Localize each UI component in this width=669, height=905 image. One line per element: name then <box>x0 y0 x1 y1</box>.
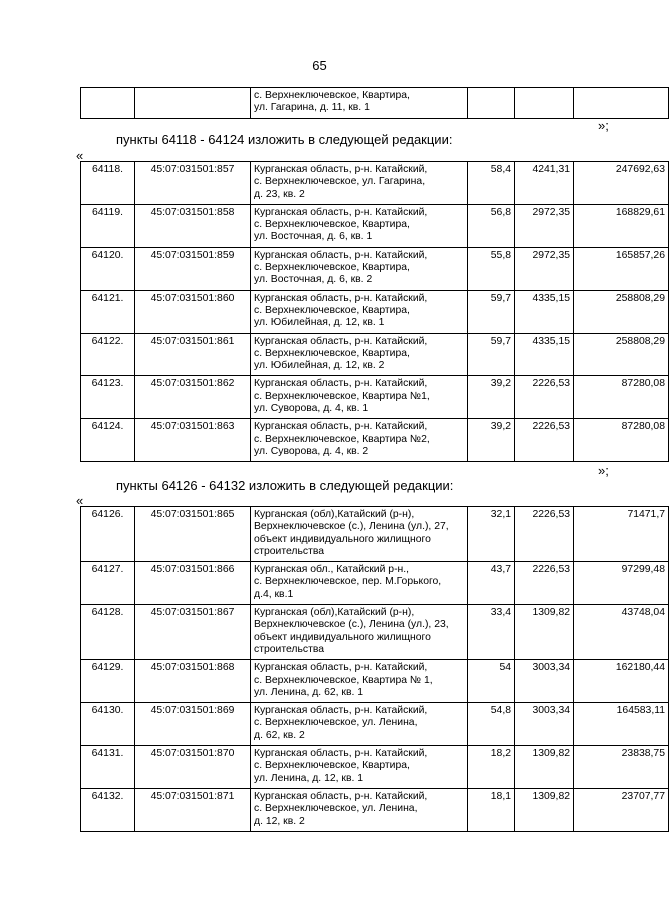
table-row <box>81 333 669 376</box>
item-number-cell: 64119. <box>81 204 135 247</box>
closing-quote: »; <box>598 118 609 133</box>
unit-price-cell: 2972,35 <box>515 247 574 290</box>
cadastral-number-cell: 45:07:031501:870 <box>135 746 251 789</box>
address-cell: Курганская (обл),Катайский (р-н), Верхнеключевское (с.), Ленина (ул.), 27, объект индивидуального жилищного строительства <box>251 507 468 562</box>
cadastral-number-cell: 45:07:031501:866 <box>135 562 251 605</box>
area-cell: 59,7 <box>468 333 515 376</box>
table-row <box>81 290 669 333</box>
cadastral-number-cell: 45:07:031501:871 <box>135 788 251 831</box>
address-cell: Курганская область, р-н. Катайский, с. Верхнеключевское, Квартира №1, ул. Суворова, д. 4, кв. 1 <box>251 376 468 419</box>
area-cell: 18,2 <box>468 746 515 789</box>
total-value-cell: 168829,61 <box>574 204 669 247</box>
total-value-cell: 162180,44 <box>574 660 669 703</box>
address-cell: Курганская (обл),Катайский (р-н), Верхнеключевское (с.), Ленина (ул.), 23, объект индивидуального жилищного строительства <box>251 605 468 660</box>
area-cell: 39,2 <box>468 376 515 419</box>
total-value-cell: 258808,29 <box>574 290 669 333</box>
total-value-cell: 164583,11 <box>574 703 669 746</box>
address-cell: Курганская область, р-н. Катайский, с. Верхнеключевское, ул. Ленина, д. 62, кв. 2 <box>251 703 468 746</box>
item-number-cell: 64122. <box>81 333 135 376</box>
total-value-cell: 71471,7 <box>574 507 669 562</box>
total-value-cell: 23707,77 <box>574 788 669 831</box>
cadastral-number-cell: 45:07:031501:869 <box>135 703 251 746</box>
unit-price-cell: 3003,34 <box>515 660 574 703</box>
total-value-cell: 87280,08 <box>574 376 669 419</box>
unit-price-cell: 2226,53 <box>515 507 574 562</box>
area-cell: 32,1 <box>468 507 515 562</box>
table-row <box>81 562 669 605</box>
table-row <box>81 247 669 290</box>
items-table-body <box>81 162 669 462</box>
item-number-cell: 64132. <box>81 788 135 831</box>
address-cell: с. Верхнеключевское, Квартира, ул. Гагарина, д. 11, кв. 1 <box>251 88 468 119</box>
total-value-cell: 23838,75 <box>574 746 669 789</box>
area-cell: 58,4 <box>468 162 515 205</box>
table-row <box>81 746 669 789</box>
table-row <box>81 88 669 119</box>
unit-price-cell <box>515 88 574 119</box>
top-table-body <box>81 88 669 119</box>
cadastral-number-cell: 45:07:031501:860 <box>135 290 251 333</box>
cadastral-number-cell: 45:07:031501:863 <box>135 419 251 462</box>
cadastral-number-cell: 45:07:031501:861 <box>135 333 251 376</box>
cadastral-number-cell: 45:07:031501:859 <box>135 247 251 290</box>
total-value-cell: 87280,08 <box>574 419 669 462</box>
item-number-cell: 64118. <box>81 162 135 205</box>
area-cell: 33,4 <box>468 605 515 660</box>
item-number-cell: 64124. <box>81 419 135 462</box>
item-number-cell: 64128. <box>81 605 135 660</box>
cadastral-number-cell: 45:07:031501:865 <box>135 507 251 562</box>
total-value-cell: 247692,63 <box>574 162 669 205</box>
item-number-cell: 64129. <box>81 660 135 703</box>
item-number-cell: 64130. <box>81 703 135 746</box>
address-cell: Курганская область, р-н. Катайский, с. Верхнеключевское, Квартира, ул. Восточная, д. 6, кв. 1 <box>251 204 468 247</box>
opening-quote: « <box>76 148 84 163</box>
unit-price-cell: 1309,82 <box>515 605 574 660</box>
page-number: 65 <box>312 58 327 73</box>
unit-price-cell: 4241,31 <box>515 162 574 205</box>
address-cell: Курганская область, р-н. Катайский, с. Верхнеключевское, ул. Гагарина, д. 23, кв. 2 <box>251 162 468 205</box>
area-cell <box>468 88 515 119</box>
item-number-cell: 64127. <box>81 562 135 605</box>
cadastral-number-cell: 45:07:031501:857 <box>135 162 251 205</box>
unit-price-cell: 4335,15 <box>515 333 574 376</box>
table-row <box>81 660 669 703</box>
table-row <box>81 507 669 562</box>
table-row <box>81 788 669 831</box>
section-heading: пункты 64126 - 64132 изложить в следующей редакции: <box>116 478 454 493</box>
items-table <box>80 161 669 462</box>
unit-price-cell: 1309,82 <box>515 788 574 831</box>
item-number-cell: 64123. <box>81 376 135 419</box>
address-cell: Курганская область, р-н. Катайский, с. Верхнеключевское, Квартира № 1, ул. Ленина, д. 62, кв. 1 <box>251 660 468 703</box>
unit-price-cell: 2226,53 <box>515 376 574 419</box>
total-value-cell: 165857,26 <box>574 247 669 290</box>
cadastral-number-cell: 45:07:031501:858 <box>135 204 251 247</box>
area-cell: 54 <box>468 660 515 703</box>
total-value-cell <box>574 88 669 119</box>
table-row <box>81 605 669 660</box>
item-number-cell <box>81 88 135 119</box>
unit-price-cell: 2226,53 <box>515 419 574 462</box>
total-value-cell: 43748,04 <box>574 605 669 660</box>
unit-price-cell: 2226,53 <box>515 562 574 605</box>
item-number-cell: 64121. <box>81 290 135 333</box>
area-cell: 43,7 <box>468 562 515 605</box>
item-number-cell: 64126. <box>81 507 135 562</box>
address-cell: Курганская область, р-н. Катайский, с. Верхнеключевское, Квартира, ул. Юбилейная, д. 12, кв. 1 <box>251 290 468 333</box>
items-table-body <box>81 507 669 832</box>
address-cell: Курганская область, р-н. Катайский, с. Верхнеключевское, Квартира, ул. Ленина, д. 12, кв. 1 <box>251 746 468 789</box>
area-cell: 55,8 <box>468 247 515 290</box>
table-row <box>81 376 669 419</box>
address-cell: Курганская область, р-н. Катайский, с. Верхнеключевское, Квартира, ул. Юбилейная, д. 12, кв. 2 <box>251 333 468 376</box>
unit-price-cell: 1309,82 <box>515 746 574 789</box>
address-cell: Курганская область, р-н. Катайский, с. Верхнеключевское, Квартира, ул. Восточная, д. 6, кв. 2 <box>251 247 468 290</box>
total-value-cell: 258808,29 <box>574 333 669 376</box>
section-heading: пункты 64118 - 64124 изложить в следующей редакции: <box>116 132 453 147</box>
cadastral-number-cell: 45:07:031501:867 <box>135 605 251 660</box>
unit-price-cell: 4335,15 <box>515 290 574 333</box>
table-row <box>81 162 669 205</box>
table-row <box>81 204 669 247</box>
address-cell: Курганская область, р-н. Катайский, с. Верхнеключевское, Квартира №2, ул. Суворова, д. 4, кв. 2 <box>251 419 468 462</box>
area-cell: 54,8 <box>468 703 515 746</box>
top-table <box>80 87 669 119</box>
total-value-cell: 97299,48 <box>574 562 669 605</box>
address-cell: Курганская обл., Катайский р-н., с. Верхнеключевское, пер. М.Горького, д.4, кв.1 <box>251 562 468 605</box>
closing-quote: »; <box>598 463 609 478</box>
address-cell: Курганская область, р-н. Катайский, с. Верхнеключевское, ул. Ленина, д. 12, кв. 2 <box>251 788 468 831</box>
area-cell: 56,8 <box>468 204 515 247</box>
area-cell: 59,7 <box>468 290 515 333</box>
table-row <box>81 419 669 462</box>
unit-price-cell: 2972,35 <box>515 204 574 247</box>
unit-price-cell: 3003,34 <box>515 703 574 746</box>
items-table <box>80 506 669 832</box>
table-row <box>81 703 669 746</box>
area-cell: 39,2 <box>468 419 515 462</box>
area-cell: 18,1 <box>468 788 515 831</box>
item-number-cell: 64131. <box>81 746 135 789</box>
cadastral-number-cell: 45:07:031501:868 <box>135 660 251 703</box>
item-number-cell: 64120. <box>81 247 135 290</box>
cadastral-number-cell <box>135 88 251 119</box>
cadastral-number-cell: 45:07:031501:862 <box>135 376 251 419</box>
opening-quote: « <box>76 493 84 508</box>
